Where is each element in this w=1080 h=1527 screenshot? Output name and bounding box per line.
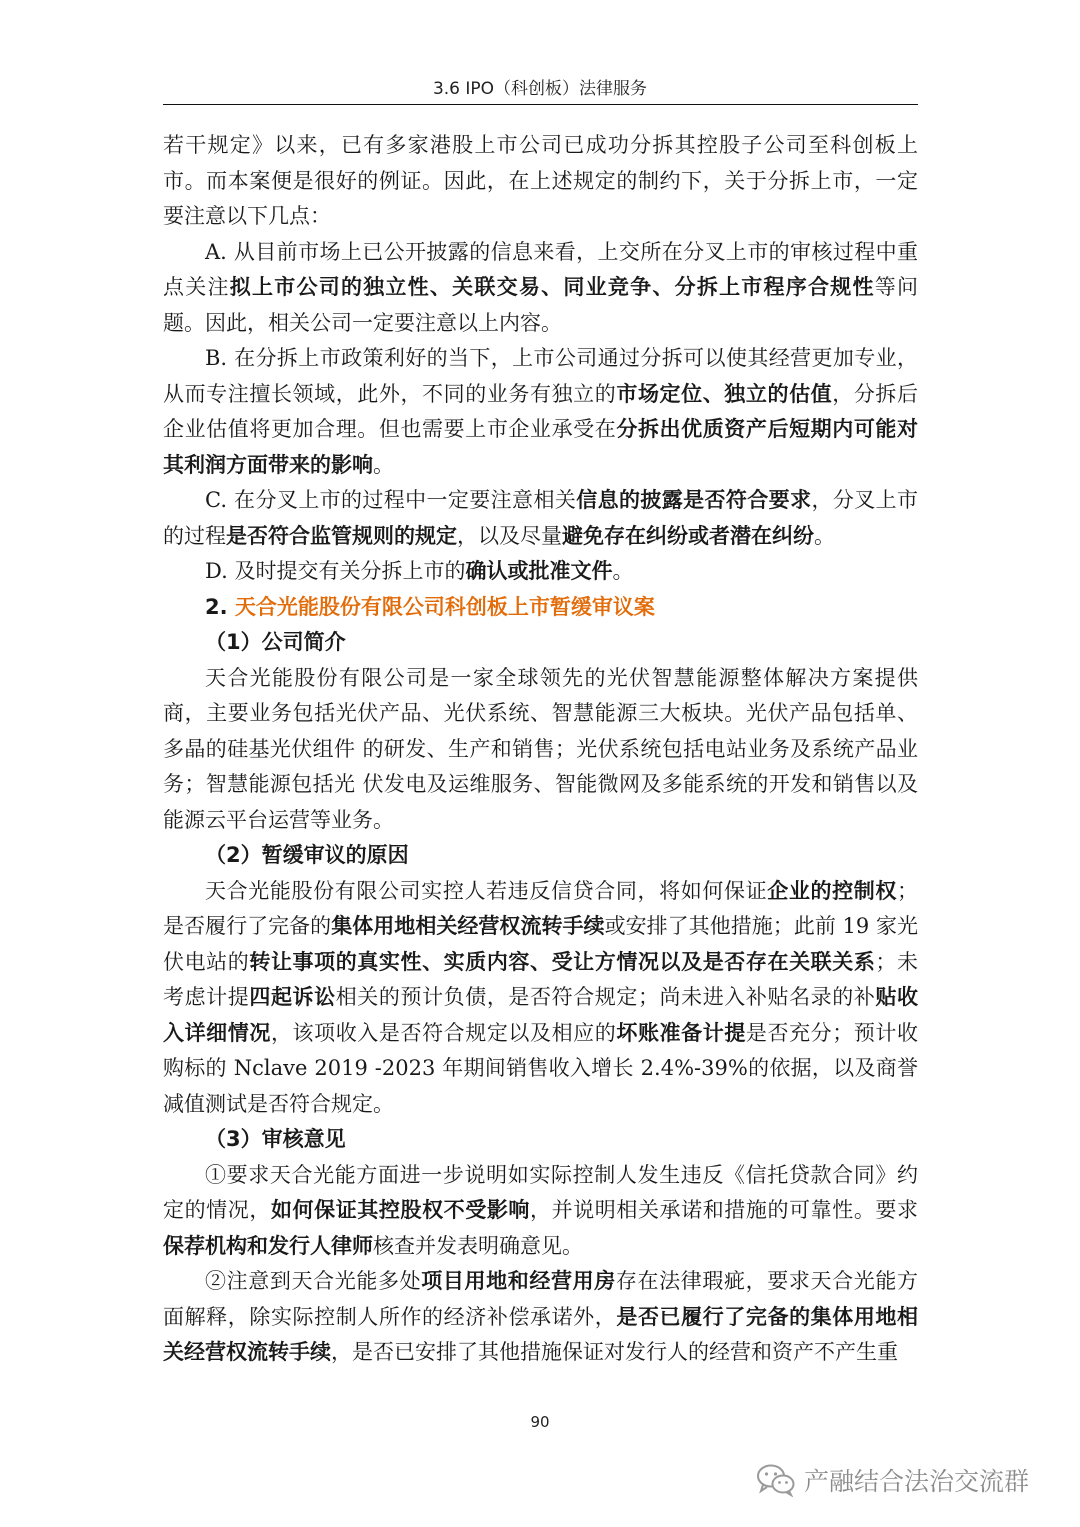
emphasis-text: 四起诉讼 [249, 985, 336, 1009]
document-body [163, 128, 918, 1371]
emphasis-text: 保荐机构和发行人律师 [163, 1233, 373, 1258]
point-a-paragraph: A. 从目前市场上已公开披露的信息来看，上交所在分叉上市的审核过程中重点关注拟上市公司的独立性、关联交易、同业竞争、分拆上市程序合规性等问题。因此，相关公司一定要注意以上内容。 [163, 239, 919, 335]
emphasis-text: 避免存在纠纷或者潜在纠纷 [562, 523, 814, 548]
watermark [756, 1462, 1029, 1498]
emphasis-text: 市场定位、独立的估值 [616, 381, 833, 406]
emphasis-text: 集体用地相关经营权流转手续 [331, 914, 605, 938]
intro-paragraph: 若干规定》以来，已有多家港股上市公司已成功分拆其控股子公司至科创板上市。而本案便是很好的例证。因此，在上述规定的制约下，关于分拆上市，一定要注意以下几点： [163, 133, 918, 228]
emphasis-text: 是否已履行了完备的集体用地相关经营权流转手续 [163, 1304, 919, 1364]
page-header: 3.6 IPO（科创板）法律服务 [432, 79, 648, 99]
emphasis-text: 转让事项的真实性、实质内容、受让方情况以及是否存在关联关系 [249, 949, 876, 974]
subsection-heading-review-opinion: （3）审核意见 [205, 1127, 346, 1151]
emphasis-text: 信息的披露是否符合要求 [576, 488, 812, 512]
point-d-paragraph: D. 及时提交有关分拆上市的确认或批准文件。 [205, 559, 634, 583]
emphasis-text: 如何保证其控股权不受影响 [270, 1198, 531, 1222]
emphasis-text: 坏账准备计提 [616, 1020, 746, 1045]
section-heading [163, 590, 918, 626]
emphasis-text: 项目用地和经营用房 [421, 1269, 616, 1293]
watermark-text: 产融结合法治交流群 [804, 1467, 1030, 1496]
emphasis-text: 确认或批准文件 [465, 559, 613, 583]
review-opinion-paragraph-1: ①要求天合光能方面进一步说明如实际控制人发生违反《信托贷款合同》约定的情况，如何保证其控股权不受影响，并说明相关承诺和措施的可靠性。要求保荐机构和发行人律师核查并发表明确意见。 [163, 1162, 919, 1258]
point-b-paragraph: B. 在分拆上市政策利好的当下，上市公司通过分拆可以使其经营更加专业，从而专注擅长领域，此外，不同的业务有独立的市场定位、独立的估值，分拆后企业估值将更加合理。但也需要上市企业承受在分拆出优质资产后短期内可能对其利润方面带来的影响。 [163, 346, 919, 477]
emphasis-text: 企业的控制权 [767, 878, 897, 903]
emphasis-text: 分拆出优质资产后短期内可能对其利润方面带来的影响 [163, 417, 919, 477]
company-profile-paragraph: 天合光能股份有限公司是一家全球领先的光伏智慧能源整体解决方案提供商，主要业务包括光伏产品、光伏系统、智慧能源三大板块。光伏产品包括单、多晶的硅基光伏组件 的研发、生产和销售；光伏系统包括电站业务及系统产品业务；智慧能源包括光 伏发电及运维服务、智能微网及多能系统的开发和销售以及能源云平台运营等业务。 [163, 665, 918, 832]
header-divider [163, 104, 918, 105]
section-title: 天合光能股份有限公司科创板上市暂缓审议案 [234, 594, 655, 619]
section-number: 2. [205, 594, 228, 619]
emphasis-text: 贴收入详细情况 [163, 985, 919, 1045]
subsection-heading-deferral-reasons: （2）暂缓审议的原因 [205, 843, 409, 867]
deferral-reasons-paragraph: 天合光能股份有限公司实控人若违反信贷合同，将如何保证企业的控制权；是否履行了完备的集体用地相关经营权流转手续或安排了其他措施；此前 19 家光伏电站的转让事项的真实性、实质内容、受让方情况以及是否存在关联关系；未考虑计提四起诉讼相关的预计负债，是否符合规定；尚未进入补贴名录的补贴收入详细情况，该项收入是否符合规定以及相应的坏账准备计提是否充分；预计收购标的 Nclave 2019 -2023 年期间销售收入增长 2.4%-39%的依据，以及商誉减值测试是否符合规定。 [163, 878, 919, 1116]
subsection-heading-company-profile: （1）公司简介 [205, 630, 346, 654]
point-c-paragraph: C. 在分叉上市的过程中一定要注意相关信息的披露是否符合要求，分叉上市的过程是否符合监管规则的规定，以及尽量避免存在纠纷或者潜在纠纷。 [163, 488, 919, 548]
emphasis-text: 拟上市公司的独立性、关联交易、同业竞争、分拆上市程序合规性 [229, 275, 875, 299]
page-number: 90 [530, 1413, 550, 1431]
emphasis-text: 是否符合监管规则的规定 [226, 523, 457, 548]
wechat-icon [756, 1463, 796, 1497]
review-opinion-paragraph-2: ②注意到天合光能多处项目用地和经营用房存在法律瑕疵，要求天合光能方面解释，除实际控制人所作的经济补偿承诺外，是否已履行了完备的集体用地相关经营权流转手续，是否已安排了其他措施保证对发行人的经营和资产不产生重 [163, 1269, 919, 1364]
